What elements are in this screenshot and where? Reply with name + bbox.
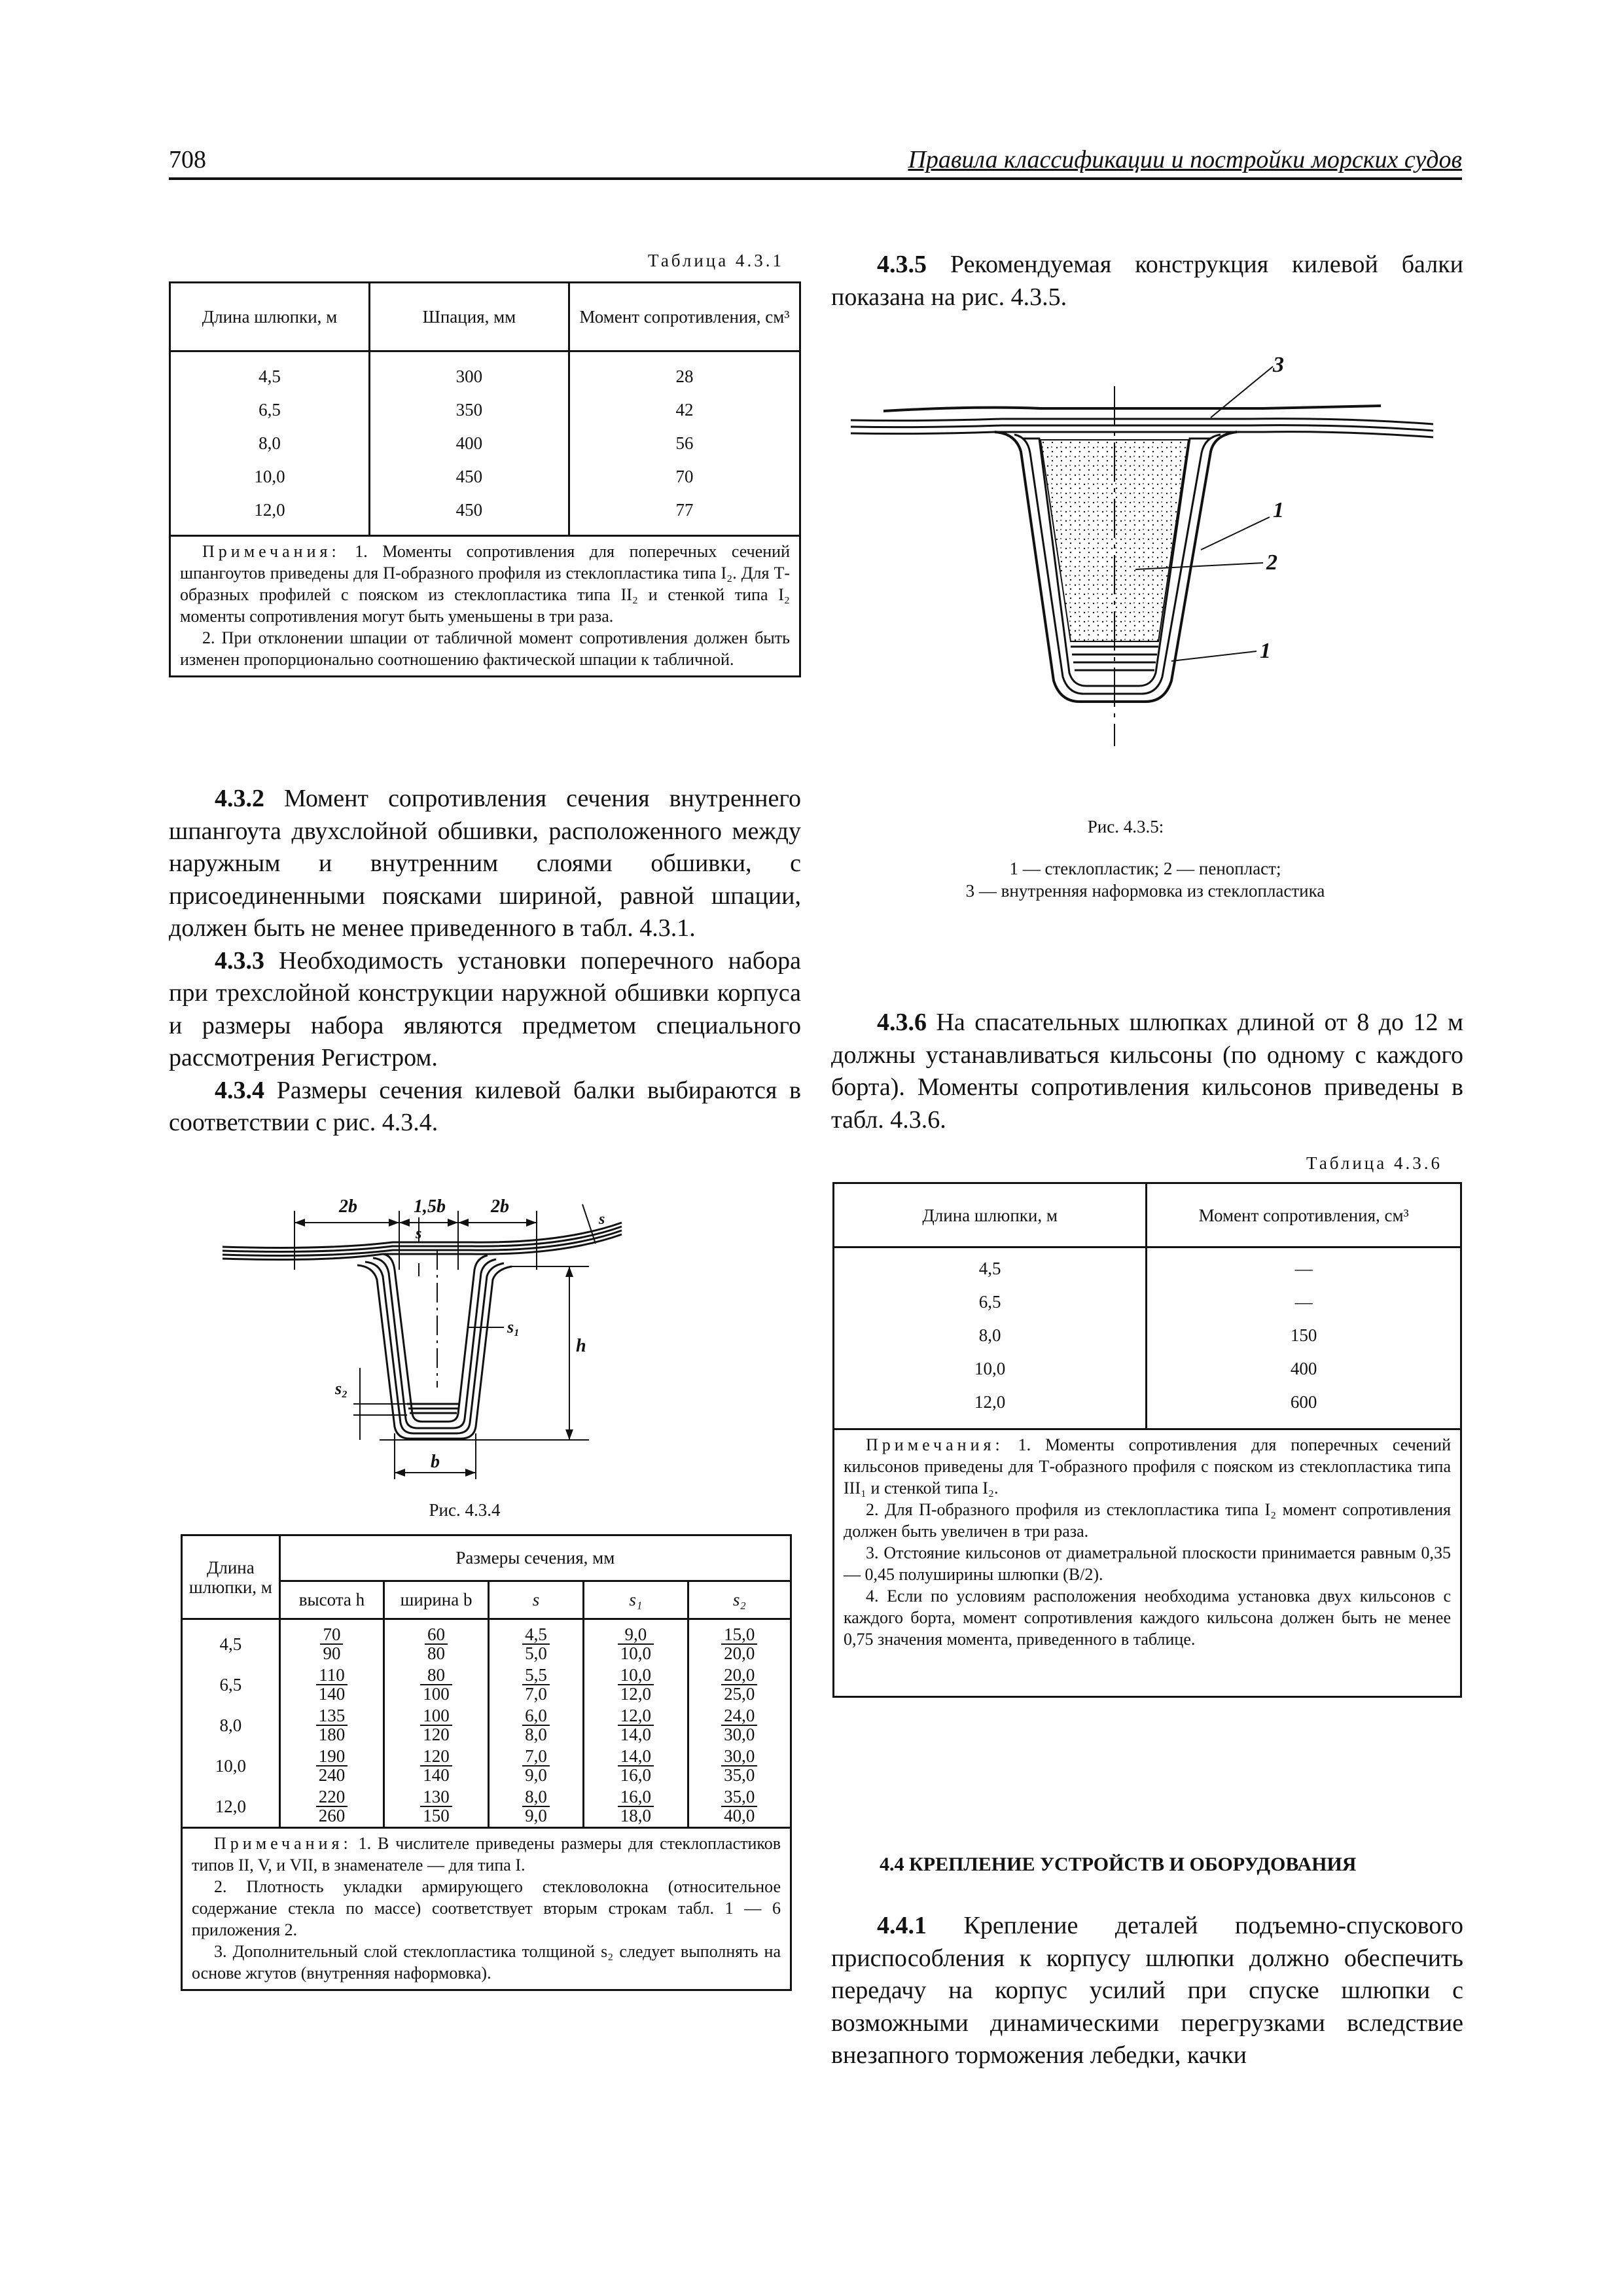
- table-cell: 400: [1290, 1359, 1317, 1378]
- fraction-numerator: 60: [425, 1626, 448, 1645]
- fig-434-label-s-top: s: [416, 1225, 422, 1242]
- fraction: [522, 1748, 550, 1784]
- fraction-denominator: 16,0: [620, 1765, 651, 1785]
- fraction-denominator: 260: [318, 1806, 346, 1825]
- para-433-text: Необходимость установки поперечного набора при трехслойной конструкции наружной обшивки корпуса и размеры набора являются предметом специального рассмотрения Регистром.: [169, 946, 801, 1071]
- table-431-header-spacing: Шпация, мм: [369, 283, 569, 351]
- fraction-denominator: 7,0: [525, 1684, 547, 1704]
- note-4: 4. Если по условиям расположения необходима установка двух кильсонов с каждого борта, момент сопротивления каждого кильсона должен быть не менее 0,75 значения момента, приведенного в таблице.: [844, 1587, 1451, 1649]
- fraction: [618, 1788, 654, 1825]
- fraction: [721, 1626, 757, 1662]
- fig-434-label-s1: s₁: [507, 1318, 520, 1336]
- fig-435-label-2: 2: [1266, 550, 1277, 575]
- note-3: 3. Отстояние кильсонов от диаметральной плоскости принимается равным 0,35 — 0,45 полуширины шлюпки (B/2).: [844, 1543, 1451, 1584]
- fraction-cell: [584, 1705, 687, 1746]
- note-3: 3. Дополнительный слой стеклопластика толщиной s₂ следует выполнять на основе жгутов (внутренняя наформовка).: [192, 1942, 781, 1982]
- fraction-denominator: 80: [427, 1643, 446, 1663]
- fig-434-label-2b-right: 2b: [491, 1196, 509, 1217]
- header-rule: [169, 177, 1462, 180]
- table-cell: 4,5: [259, 367, 281, 386]
- fraction-numerator: 100: [420, 1707, 452, 1726]
- table-cell: 77: [675, 500, 694, 520]
- fraction-cell: [689, 1624, 790, 1664]
- table-cell: 8,0: [219, 1715, 242, 1735]
- table-cell: 450: [455, 500, 483, 520]
- table-cell: 8,0: [259, 433, 281, 453]
- fraction-denominator: 140: [318, 1684, 346, 1704]
- fraction: [618, 1666, 654, 1703]
- fraction: [425, 1626, 448, 1662]
- note-2: 2. Для П-образного профиля из стеклопластика типа I₂ момент сопротивления должен быть увеличен в три раза.: [844, 1500, 1451, 1541]
- fraction-denominator: 9,0: [525, 1765, 547, 1785]
- para-441-number: 4.4.1: [877, 1912, 927, 1939]
- fraction-numerator: 120: [420, 1748, 452, 1767]
- fraction-cell: [385, 1746, 488, 1786]
- fig-435-label-3: 3: [1273, 353, 1284, 377]
- fraction-numerator: 9,0: [618, 1626, 654, 1645]
- para-436: [831, 1007, 1463, 1136]
- page-number: 708: [169, 146, 206, 173]
- fraction-denominator: 12,0: [620, 1684, 651, 1704]
- table-cell: 4,5: [219, 1634, 242, 1654]
- para-433-number: 4.3.3: [215, 946, 264, 975]
- figure-435: [844, 353, 1446, 772]
- fraction-numerator: 70: [320, 1626, 343, 1645]
- para-435: [831, 249, 1463, 314]
- fraction: [522, 1626, 550, 1662]
- fraction-denominator: 180: [318, 1725, 346, 1744]
- fraction-numerator: 110: [316, 1666, 348, 1685]
- table-cell: —: [1294, 1292, 1313, 1312]
- table-436-header-length: Длина шлюпки, м: [834, 1183, 1147, 1247]
- table-cell: 8,0: [978, 1325, 1001, 1345]
- table-cell: 28: [675, 367, 694, 386]
- fraction-denominator: 8,0: [525, 1725, 547, 1744]
- fraction-numerator: 14,0: [618, 1748, 654, 1767]
- table-434-header-sizes: Размеры сечения, мм: [279, 1535, 791, 1581]
- fraction-denominator: 35,0: [724, 1765, 755, 1785]
- running-title: Правила классификации и постройки морских судов: [908, 146, 1462, 173]
- table-436-caption: Таблица 4.3.6: [1306, 1153, 1442, 1173]
- fraction-denominator: 90: [323, 1643, 341, 1663]
- fraction-denominator: 5,0: [525, 1643, 547, 1663]
- para-436-text: На спасательных шлюпках длиной от 8 до 12 м должны устанавливаться кильсоны (по одному с каждого борта). Моменты сопротивления кильсонов приведены в табл. 4.3.6.: [831, 1009, 1464, 1134]
- fig-434-label-s2: s₂: [335, 1379, 348, 1398]
- fraction: [316, 1788, 348, 1825]
- fraction-denominator: 9,0: [525, 1806, 547, 1825]
- fraction-numerator: 30,0: [721, 1748, 757, 1767]
- table-cell: 10,0: [215, 1756, 246, 1776]
- para-441-text: Крепление деталей подъемно-спускового приспособления к корпусу шлюпки должно обеспечить передачу на корпус усилий при спуске шлюпки с возможными динамическими перегрузками вследствие внезапного торможения лебедки, качки: [831, 1912, 1463, 2069]
- fraction-numerator: 35,0: [721, 1788, 757, 1807]
- fraction-denominator: 140: [423, 1765, 450, 1785]
- table-cell: 12,0: [215, 1797, 246, 1816]
- fraction-cell: [689, 1786, 790, 1827]
- fraction-cell: [689, 1664, 790, 1705]
- para-432-text: Момент сопротивления сечения внутреннего шпангоута двухслойной обшивки, расположенного между наружным и внутренним слоями обшивки, с присоединенными поясками шириной, равной шпации, должен быть не менее приведенного в табл. 4.3.1.: [169, 785, 801, 942]
- fraction-cell: [689, 1746, 790, 1786]
- fraction: [618, 1626, 654, 1662]
- table-431-header-length: Длина шлюпки, м: [170, 283, 370, 351]
- para-434-number: 4.3.4: [215, 1076, 264, 1104]
- fraction-denominator: 120: [423, 1725, 450, 1744]
- fraction-cell: [584, 1786, 687, 1827]
- fig-434-label-h: h: [576, 1336, 586, 1356]
- table-cell: 6,5: [978, 1292, 1001, 1312]
- table-434-subheader: s₂: [688, 1581, 791, 1619]
- fraction-numerator: 5,5: [522, 1666, 550, 1685]
- fraction: [316, 1748, 348, 1784]
- fraction-numerator: 6,0: [522, 1707, 550, 1726]
- fraction-denominator: 30,0: [724, 1725, 755, 1744]
- fraction-numerator: 190: [316, 1748, 348, 1767]
- table-434-subheader: высота h: [279, 1581, 384, 1619]
- fraction-cell: [490, 1624, 582, 1664]
- note-title: Примечания:: [866, 1435, 1004, 1454]
- para-441: [831, 1910, 1463, 2072]
- para-435-text: Рекомендуемая конструкция килевой балки показана на рис. 4.3.5.: [831, 251, 1463, 311]
- table-cell: —: [1294, 1259, 1313, 1278]
- fraction-denominator: 40,0: [724, 1806, 755, 1825]
- figure-434: [196, 1172, 772, 1499]
- note-2: 2. При отклонении шпации от табличной момент сопротивления должен быть изменен пропорционально соотношению фактической шпации к табличной.: [180, 628, 790, 669]
- fraction-denominator: 150: [423, 1806, 450, 1825]
- table-cell: 600: [1290, 1392, 1317, 1412]
- fraction: [316, 1707, 348, 1744]
- table-cell: 42: [675, 400, 694, 420]
- fraction-cell: [385, 1786, 488, 1827]
- fraction-cell: [385, 1624, 488, 1664]
- table-cell: 10,0: [974, 1359, 1006, 1378]
- fraction-cell: [490, 1664, 582, 1705]
- fraction: [618, 1748, 654, 1784]
- note-title: Примечания:: [202, 542, 340, 561]
- fraction-denominator: 14,0: [620, 1725, 651, 1744]
- table-cell: 450: [455, 467, 483, 486]
- note-title: Примечания:: [214, 1834, 352, 1853]
- table-431: [169, 281, 801, 677]
- table-cell: 400: [455, 433, 483, 453]
- fraction-numerator: 20,0: [721, 1666, 757, 1685]
- fig-434-label-s-right: s: [599, 1211, 605, 1228]
- fraction: [721, 1666, 757, 1703]
- table-cell: 350: [455, 400, 483, 420]
- left-text-block: [169, 783, 801, 1139]
- fraction-denominator: 18,0: [620, 1806, 651, 1825]
- fig-434-label-1-5b: 1,5b: [414, 1196, 446, 1217]
- fraction-denominator: 10,0: [620, 1643, 651, 1663]
- section-4-4-heading: 4.4 КРЕПЛЕНИЕ УСТРОЙСТВ И ОБОРУДОВАНИЯ: [880, 1854, 1357, 1875]
- fraction-numerator: 80: [420, 1666, 452, 1685]
- table-cell: 70: [675, 467, 694, 486]
- table-434-body: [182, 1619, 791, 1828]
- fraction-numerator: 7,0: [522, 1748, 550, 1767]
- fraction-denominator: 20,0: [724, 1643, 755, 1663]
- fig-435-caption: Рис. 4.3.5:: [1087, 817, 1164, 836]
- fraction-numerator: 10,0: [618, 1666, 654, 1685]
- fraction: [420, 1707, 452, 1744]
- fraction-cell: [385, 1664, 488, 1705]
- table-431-header-modulus: Момент сопротивления, см³: [569, 283, 800, 351]
- fraction-cell: [490, 1705, 582, 1746]
- table-434-subheader: s₁: [584, 1581, 688, 1619]
- fraction: [721, 1788, 757, 1825]
- table-434-subheader: ширина b: [384, 1581, 489, 1619]
- table-434-header-length: Длина шлюпки, м: [182, 1535, 280, 1619]
- fraction-denominator: 25,0: [724, 1684, 755, 1704]
- fraction: [721, 1748, 757, 1784]
- table-431-notes: [171, 537, 799, 675]
- fraction-numerator: 24,0: [721, 1707, 757, 1726]
- note-2: 2. Плотность укладки армирующего стекловолокна (относительное содержание стекла по массе) соответствует вторым строкам табл. 1 — 6 приложения 2.: [192, 1877, 781, 1939]
- fraction-cell: [490, 1746, 582, 1786]
- fraction-numerator: 16,0: [618, 1788, 654, 1807]
- fraction-numerator: 135: [316, 1707, 348, 1726]
- fraction-cell: [385, 1705, 488, 1746]
- table-434: [181, 1534, 792, 1991]
- table-434-notes: [183, 1829, 790, 1989]
- fig-434-label-2b-left: 2b: [339, 1196, 357, 1217]
- table-cell: 10,0: [254, 467, 285, 486]
- fraction: [420, 1748, 452, 1784]
- table-cell: 12,0: [254, 500, 285, 520]
- fig-434-label-b: b: [431, 1452, 440, 1472]
- table-cell: 4,5: [978, 1259, 1001, 1278]
- fig-435-label-1-bottom: 1: [1260, 639, 1271, 663]
- fraction: [420, 1788, 452, 1825]
- fraction-denominator: 100: [423, 1684, 450, 1704]
- fraction-numerator: 4,5: [522, 1626, 550, 1645]
- fraction-cell: [490, 1786, 582, 1827]
- para-432-number: 4.3.2: [215, 785, 264, 812]
- fraction-cell: [584, 1746, 687, 1786]
- fraction: [522, 1788, 550, 1825]
- fraction: [420, 1666, 452, 1703]
- table-cell: 150: [1290, 1325, 1317, 1345]
- fraction-numerator: 220: [316, 1788, 348, 1807]
- note-1: 1. Моменты сопротивления для поперечных сечений шпангоутов приведены для П-образного профиля из стеклопластика типа I₂. Для Т-образных профилей с пояском из стеклопластика типа II₂ и стенкой типа I₂ моменты сопротивления могут быть уменьшены в три раза.: [180, 542, 791, 626]
- table-cell: 6,5: [259, 400, 281, 420]
- fraction: [522, 1666, 550, 1703]
- fraction-cell: [281, 1746, 383, 1786]
- table-431-body: [170, 351, 800, 536]
- fraction-cell: [281, 1705, 383, 1746]
- fraction: [522, 1707, 550, 1744]
- fraction-denominator: 240: [318, 1765, 346, 1785]
- fig-435-label-1-top: 1: [1273, 498, 1284, 522]
- fig-435-legend-line-1: 1 — стеклопластик; 2 — пенопласт;: [1009, 859, 1281, 878]
- fig-435-legend: [844, 857, 1446, 902]
- fraction: [618, 1707, 654, 1744]
- fraction-numerator: 12,0: [618, 1707, 654, 1726]
- para-434-text: Размеры сечения килевой балки выбираются в соответствии с рис. 4.3.4.: [169, 1076, 801, 1136]
- fig-434-caption: Рис. 4.3.4: [429, 1500, 501, 1520]
- fraction: [316, 1666, 348, 1703]
- fig-435-legend-line-2: 3 — внутренняя наформовка из стеклопластика: [965, 881, 1325, 901]
- table-436-body: [834, 1247, 1461, 1429]
- fraction-cell: [584, 1664, 687, 1705]
- fraction-numerator: 8,0: [522, 1788, 550, 1807]
- fraction: [721, 1707, 757, 1744]
- fraction-numerator: 15,0: [721, 1626, 757, 1645]
- fraction-cell: [281, 1664, 383, 1705]
- fraction-cell: [584, 1624, 687, 1664]
- note-1: 1. Моменты сопротивления для поперечных сечений кильсонов приведены для Т-образного профиля с пояском из стеклопластика типа III₁ и стенкой типа I₂.: [844, 1435, 1452, 1498]
- fraction-cell: [281, 1624, 383, 1664]
- fraction: [320, 1626, 343, 1662]
- table-436-notes: [834, 1430, 1460, 1696]
- table-434-subheader: s: [488, 1581, 583, 1619]
- table-cell: 12,0: [974, 1392, 1006, 1412]
- table-436-header-modulus: Момент сопротивления, см³: [1147, 1183, 1461, 1247]
- note-1: 1. В числителе приведены размеры для стеклопластиков типов II, V, и VII, в знаменателе — для типа I.: [192, 1834, 781, 1874]
- table-cell: 6,5: [219, 1675, 242, 1695]
- table-cell: 300: [455, 367, 483, 386]
- fraction-cell: [689, 1705, 790, 1746]
- para-435-number: 4.3.5: [877, 251, 927, 278]
- table-431-caption: Таблица 4.3.1: [648, 251, 784, 270]
- fraction-numerator: 130: [420, 1788, 452, 1807]
- fraction-cell: [281, 1786, 383, 1827]
- para-436-number: 4.3.6: [877, 1009, 927, 1036]
- table-436: [832, 1182, 1462, 1698]
- table-cell: 56: [675, 433, 694, 453]
